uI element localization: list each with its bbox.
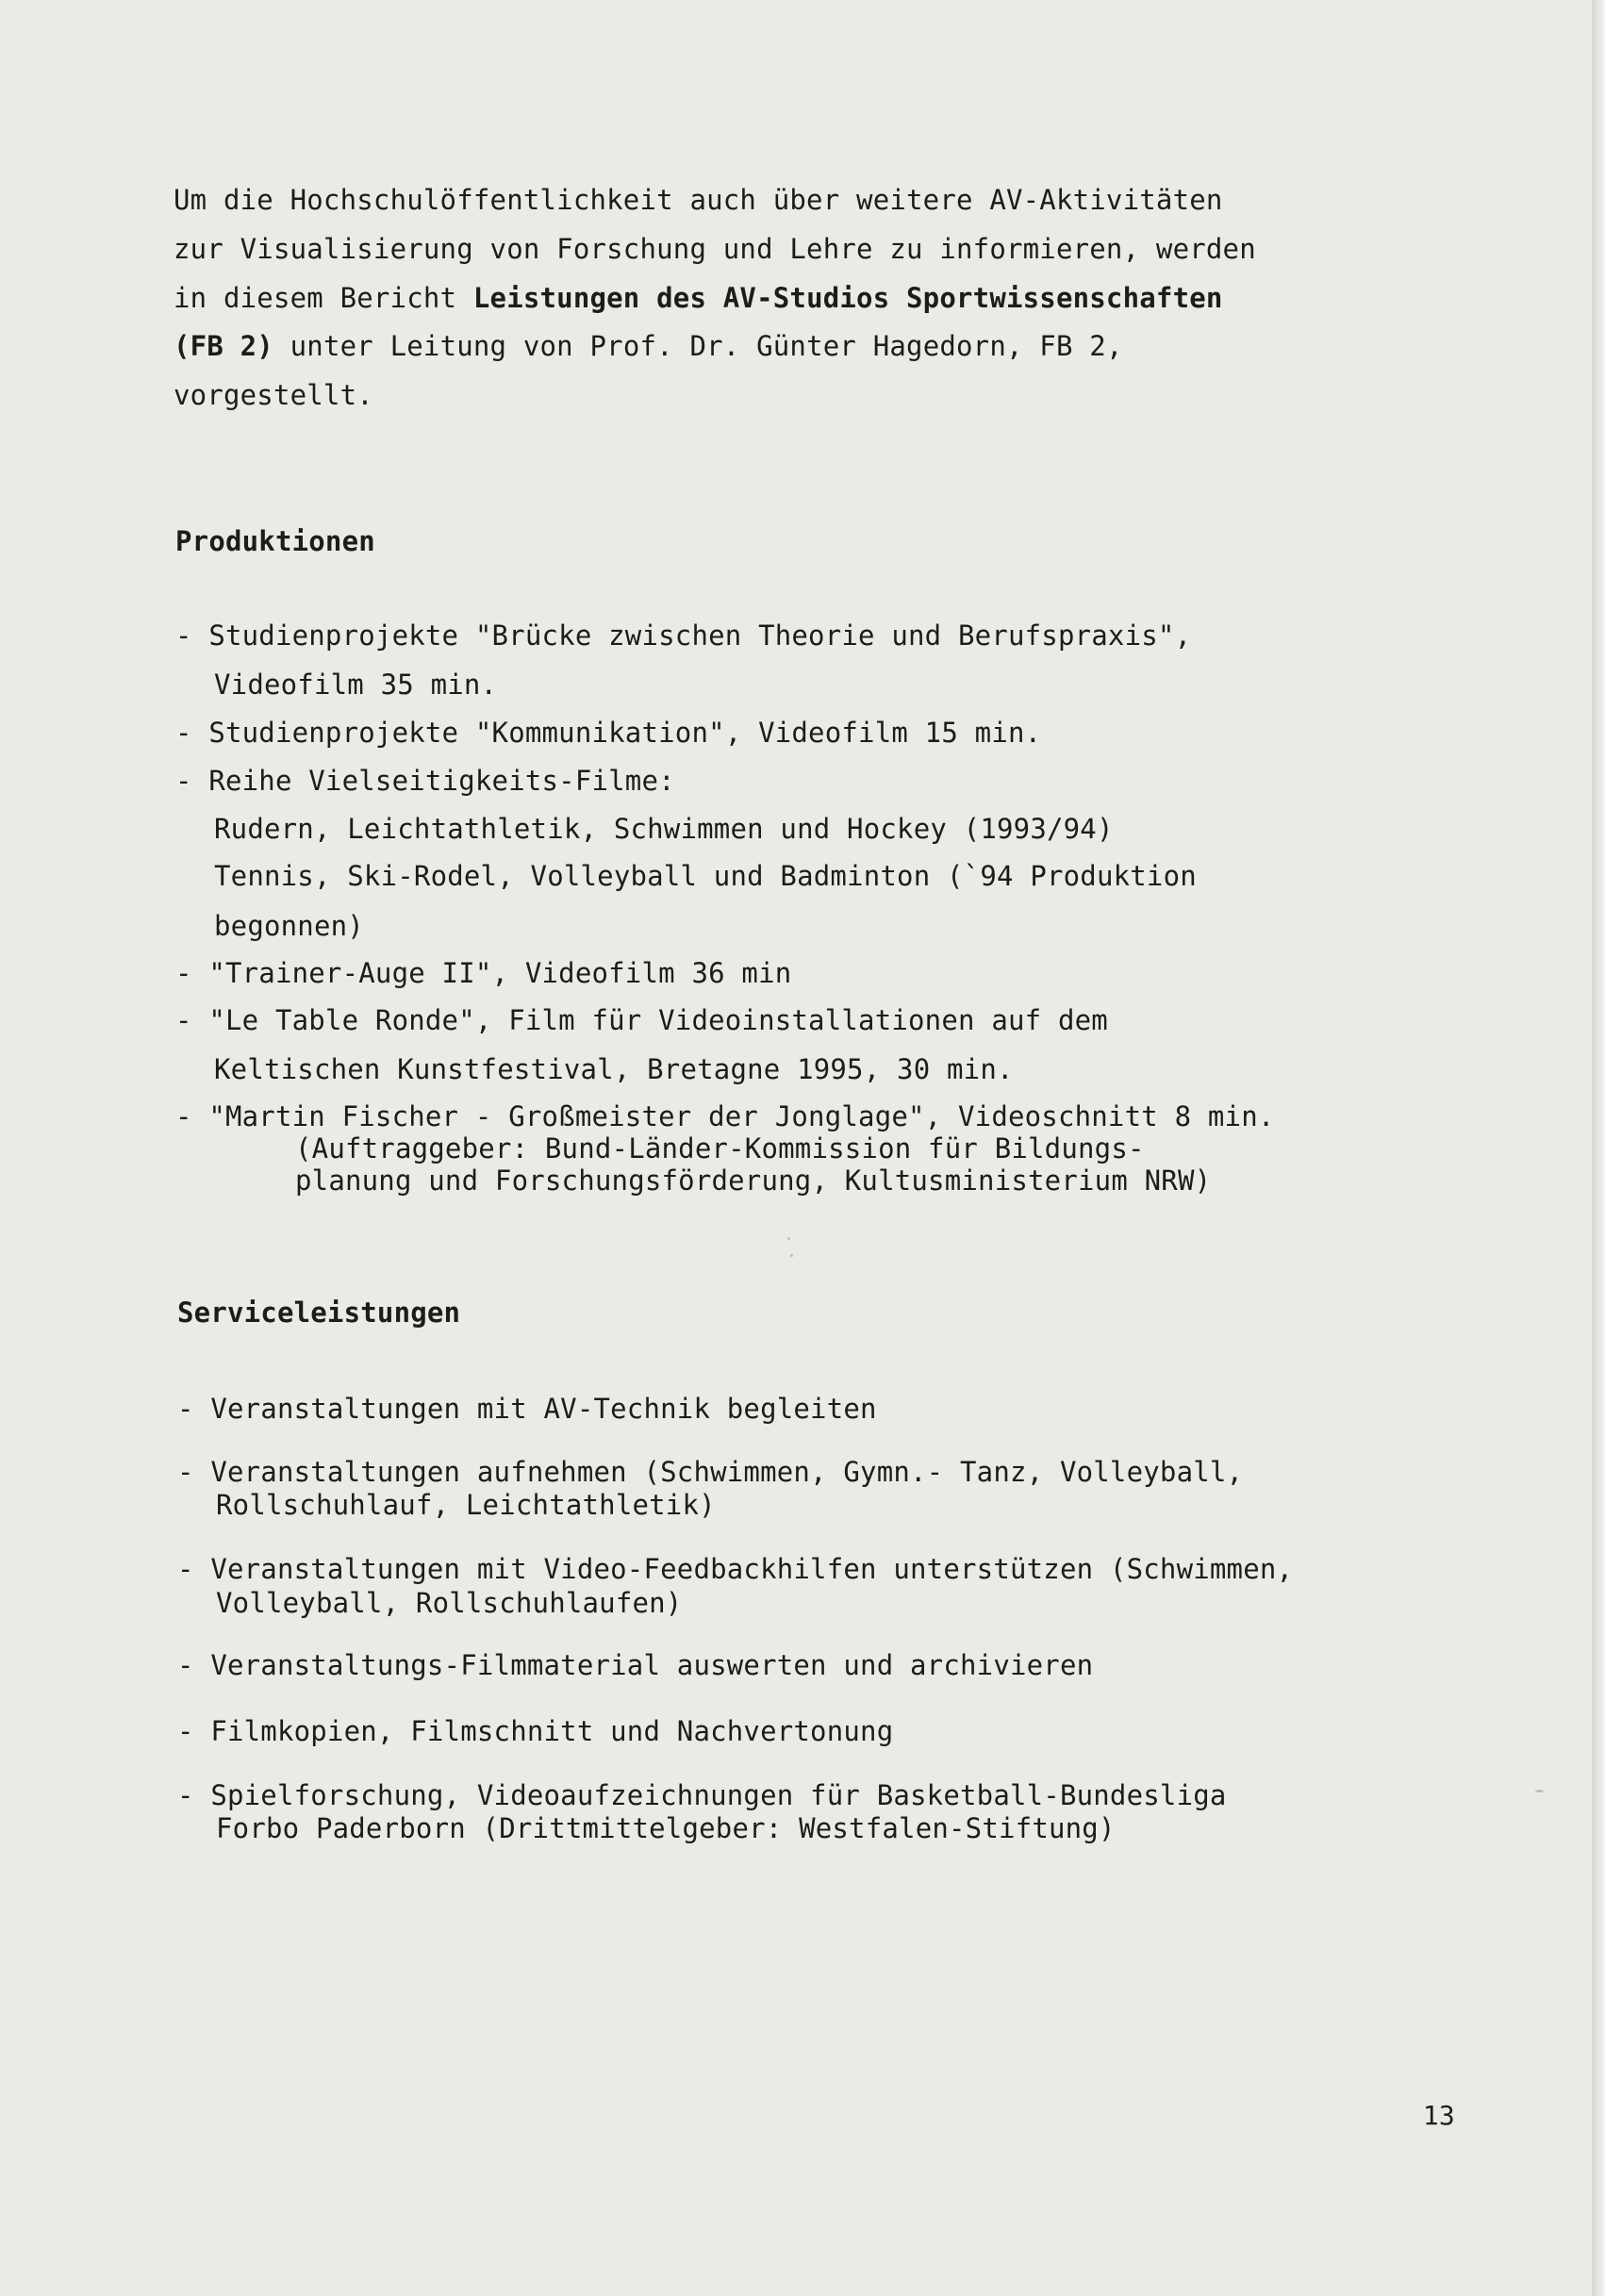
list-item: - "Martin Fischer - Großmeister der Jonglage", Videoschnitt 8 min. [175,1100,1275,1132]
intro-line-1: Um die Hochschulöffentlichkeit auch über weitere AV-Aktivitäten [174,184,1223,216]
intro-emphasis-fb: (FB 2) [174,330,273,362]
list-item: - "Trainer-Auge II", Videofilm 36 min [175,957,792,989]
list-item: - Studienprojekte "Brücke zwischen Theorie und Berufspraxis", [175,619,1192,652]
list-item-continuation: Forbo Paderborn (Drittmittelgeber: Westfalen-Stiftung) [216,1812,1116,1844]
intro-text: in diesem Bericht [174,282,473,314]
list-item-continuation: begonnen) [214,910,364,942]
list-item: - Veranstaltungen aufnehmen (Schwimmen, Gymn.- Tanz, Volleyball, [177,1456,1244,1488]
list-item: - Veranstaltungen mit Video-Feedbackhilfen unterstützen (Schwimmen, [177,1553,1294,1585]
list-item-continuation: Videofilm 35 min. [214,669,498,701]
list-item-note: planung und Forschungsförderung, Kultusministerium NRW) [295,1165,1212,1197]
scan-speck [1535,1790,1544,1792]
intro-line-4 [174,330,1123,362]
list-item-note: (Auftraggeber: Bund-Länder-Kommission für Bildungs- [295,1132,1145,1165]
list-item-continuation: Rollschuhlauf, Leichtathletik) [216,1489,716,1521]
list-item: - Reihe Vielseitigkeits-Filme: [175,765,675,797]
page-edge [1592,0,1605,2296]
list-item: - Spielforschung, Videoaufzeichnungen für Basketball-Bundesliga [177,1779,1227,1811]
scan-speck [790,1254,793,1257]
list-item: - Studienprojekte "Kommunikation", Videofilm 15 min. [175,717,1042,749]
list-item-continuation: Volleyball, Rollschuhlaufen) [216,1587,683,1619]
list-item-continuation: Rudern, Leichtathletik, Schwimmen und Hockey (1993/94) [214,813,1114,845]
list-item: - Filmkopien, Filmschnitt und Nachvertonung [177,1715,894,1747]
intro-emphasis: Leistungen des AV-Studios Sportwissenschaften [472,282,1223,314]
list-item-continuation: Tennis, Ski-Rodel, Volleyball und Badminton (`94 Produktion [214,860,1197,892]
scan-speck [787,1237,790,1240]
intro-line-2: zur Visualisierung von Forschung und Lehre zu informieren, werden [174,233,1256,265]
list-item: - "Le Table Ronde", Film für Videoinstallationen auf dem [175,1004,1108,1036]
intro-line-5: vorgestellt. [174,379,373,411]
list-item: - Veranstaltungen mit AV-Technik begleiten [177,1393,877,1425]
list-item-continuation: Keltischen Kunstfestival, Bretagne 1995, 30 min. [214,1053,1014,1085]
intro-text: unter Leitung von Prof. Dr. Günter Hagedorn, FB 2, [273,330,1123,362]
intro-line-3 [174,282,1223,314]
list-item: - Veranstaltungs-Filmmaterial auswerten und archivieren [177,1649,1094,1681]
section-heading-produktionen: Produktionen [175,525,375,557]
page-number: 13 [1422,2100,1455,2131]
section-heading-serviceleistungen: Serviceleistungen [177,1297,461,1329]
